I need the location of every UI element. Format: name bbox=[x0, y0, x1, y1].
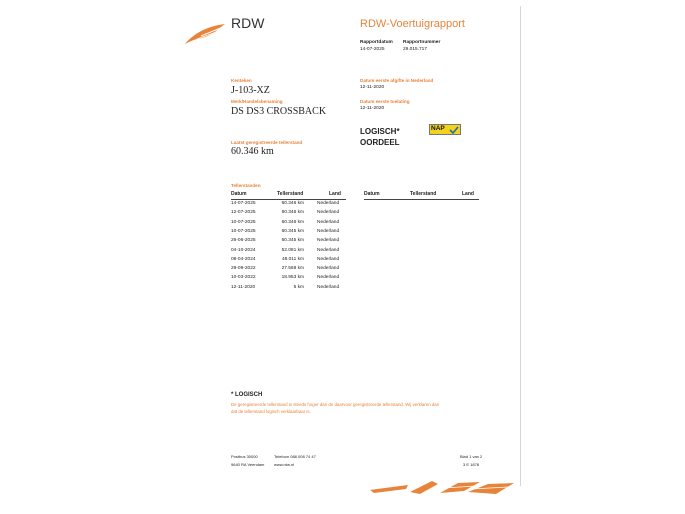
footer-address: 9640 RA Veendam bbox=[231, 462, 265, 467]
nap-text: NAP bbox=[431, 125, 445, 132]
col-country-2: Land bbox=[462, 191, 474, 197]
col-date-2: Datum bbox=[364, 191, 380, 197]
first-nl-label: Datum eerste afgifte in Nederland bbox=[360, 78, 434, 83]
report-title: RDW-Voertuigrapport bbox=[360, 18, 465, 30]
table-header-left bbox=[231, 191, 346, 199]
report-date: 14-07-2025 bbox=[360, 47, 385, 52]
odometer-value: 60.346 km bbox=[231, 146, 274, 157]
table-row: 12-11-2020 5 km Nederland bbox=[231, 284, 340, 290]
plate-value: J-103-XZ bbox=[231, 85, 270, 96]
table-row: 12-07-2025 60.346 km Nederland bbox=[231, 210, 340, 216]
table-row: 29-09-2022 27.568 km Nederland bbox=[231, 266, 340, 272]
rdw-logo-icon bbox=[183, 22, 227, 46]
footnote-title: * LOGISCH bbox=[231, 392, 263, 398]
verdict-line1: LOGISCH* bbox=[360, 127, 400, 136]
footer-web[interactable]: www.rdw.nl bbox=[274, 462, 295, 467]
footnote-line1: De geregistreerde tellerstand is steeds hoger dan de daarvoor geregistreerde tellerstand. Wij verklaren dan bbox=[231, 402, 440, 407]
paper-edge bbox=[520, 6, 521, 486]
footer-phone: Telefoon 088 008 74 47 bbox=[274, 454, 316, 459]
logo-text: RDW bbox=[231, 15, 265, 31]
table-row: 08-04-2024 48.011 km Nederland bbox=[231, 256, 340, 262]
odometer-label: Laatst geregistreerde tellerstand bbox=[231, 140, 303, 145]
footnote-line2: dat de tellerstand logisch verklaarbaar is. bbox=[231, 409, 311, 414]
table-header-rule-left bbox=[231, 199, 346, 200]
col-country: Land bbox=[329, 191, 341, 197]
make-label: Merk/Handelsbenaming bbox=[231, 99, 283, 104]
report-date-label: Rapportdatum bbox=[360, 40, 393, 45]
col-reading-2: Tellerstand bbox=[410, 191, 437, 197]
col-date: Datum bbox=[231, 191, 247, 197]
odometer-section-label: Tellerstanden bbox=[231, 183, 261, 188]
footer-page: Blad 1 van 2 bbox=[460, 454, 483, 459]
footer-code: 3 E 1878 bbox=[463, 462, 480, 467]
first-admission-value: 12-11-2020 bbox=[360, 106, 385, 111]
plate-label: Kenteken bbox=[231, 78, 252, 83]
check-icon bbox=[449, 126, 459, 134]
table-header-rule-right bbox=[364, 199, 479, 200]
table-row: 26-06-2025 60.345 km Nederland bbox=[231, 238, 340, 244]
first-nl-value: 12-11-2020 bbox=[360, 85, 385, 90]
footer-swoosh-icon bbox=[368, 476, 518, 498]
verdict-line2: OORDEEL bbox=[360, 138, 400, 147]
table-row: 10-07-2025 60.346 km Nederland bbox=[231, 219, 340, 225]
report-number-label: Rapportnummer bbox=[403, 40, 441, 45]
table-row: 14-07-2025 60.346 km Nederland bbox=[231, 201, 340, 206]
nap-badge bbox=[429, 124, 461, 135]
report-number: 29.015.717 bbox=[403, 47, 428, 52]
first-admission-label: Datum eerste toelating bbox=[360, 99, 410, 104]
make-value: DS DS3 CROSSBACK bbox=[231, 106, 327, 117]
footer-postbus: Postbus 30000 bbox=[231, 454, 258, 459]
col-reading: Tellerstand bbox=[277, 191, 304, 197]
table-row: 04-10-2024 52.081 km Nederland bbox=[231, 247, 340, 253]
table-row: 10-03-2022 18.953 km Nederland bbox=[231, 275, 340, 281]
table-header-right bbox=[364, 191, 479, 199]
table-row: 10-07-2025 60.345 km Nederland bbox=[231, 228, 340, 234]
